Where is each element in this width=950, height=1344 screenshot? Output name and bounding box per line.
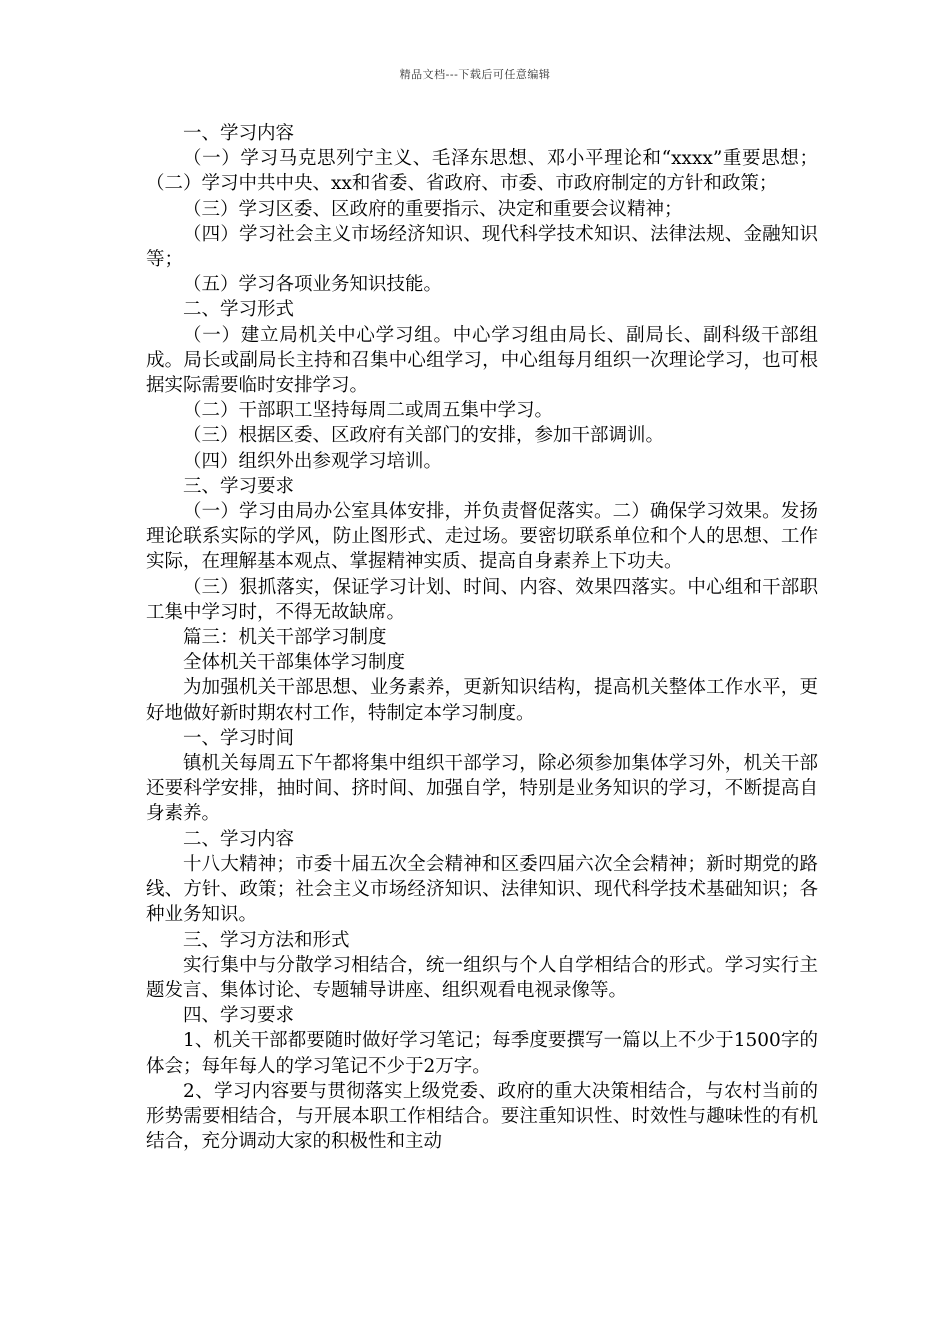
paragraph: （一）学习由局办公室具体安排，并负责督促落实。二）确保学习效果。发扬理论联系实际的学风，防止图形式、走过场。要密切联系单位和个人的思想、工作实际，在理解基本观点、掌握精神实质、提高自身素养上下功夫。 — [146, 501, 818, 573]
section-heading: 二、学习形式 — [183, 299, 295, 321]
paragraph: （一）建立局机关中心学习组。中心学习组由局长、副局长、副科级干部组成。局长或副局长主持和召集中心组学习，中心组每月组织一次理论学习，也可根据实际需要临时安排学习。 — [146, 324, 818, 397]
section-heading: 一、学习内容 — [183, 123, 295, 144]
paragraph: 为加强机关干部思想、业务素养，更新知识结构，提高机关整体工作水平，更好地做好新时期农村工作，特制定本学习制度。 — [146, 677, 818, 724]
paragraph: 十八大精神；市委十届五次全会精神和区委四届六次全会精神；新时期党的路线、方针、政策；社会主义市场经济知识、法律知识、现代科学技术基础知识；各种业务知识。 — [146, 853, 818, 926]
paragraph: （一）学习马克思列宁主义、毛泽东思想、邓小平理论和“xxxx”重要思想；（二）学习中共中央、xx和省委、省政府、市委、市政府制定的方针和政策； — [146, 148, 818, 195]
section-heading: 三、学习要求 — [183, 475, 295, 497]
document-title: 全体机关干部集体学习制度 — [183, 652, 406, 674]
page-header: 精品文档---下载后可任意编辑 — [399, 68, 551, 81]
paragraph: （三）狠抓落实，保证学习计划、时间、内容、效果四落实。中心组和干部职工集中学习时，不得无故缺席。 — [146, 576, 818, 623]
section-heading: 一、学习时间 — [183, 727, 295, 749]
paragraph: （五）学习各项业务知识技能。 — [183, 274, 443, 296]
paragraph: 1、机关干部都要随时做好学习笔记；每季度要撰写一篇以上不少于1500字的体会；每年每人的学习笔记不少于2万字。 — [146, 1030, 818, 1077]
paragraph: （四）组织外出参观学习培训。 — [183, 450, 443, 472]
section-heading: 二、学习内容 — [183, 828, 295, 850]
paragraph: 镇机关每周五下午都将集中组织干部学习，除必须参加集体学习外，机关干部还要科学安排，抽时间、挤时间、加强自学，特别是业务知识的学习，不断提高自身素养。 — [146, 753, 818, 825]
paragraph: （三）根据区委、区政府有关部门的安排，参加干部调训。 — [183, 425, 665, 447]
paragraph: （四）学习社会主义市场经济知识、现代科学技术知识、法律法规、金融知识等； — [146, 223, 818, 271]
document-body — [146, 121, 818, 1154]
paragraph: 2、学习内容要与贯彻落实上级党委、政府的重大决策相结合，与农村当前的形势需要相结合，与开展本职工作相结合。要注重知识性、时效性与趣味性的有机结合，充分调动大家的积极性和主动 — [146, 1080, 818, 1153]
section-heading: 四、学习要求 — [183, 1005, 295, 1027]
paragraph: （三）学习区委、区政府的重要指示、决定和重要会议精神； — [183, 198, 683, 220]
chapter-title: 篇三：机关干部学习制度 — [183, 627, 387, 649]
section-heading: 三、学习方法和形式 — [183, 929, 350, 951]
paragraph: 实行集中与分散学习相结合，统一组织与个人自学相结合的形式。学习实行主题发言、集体讨论、专题辅导讲座、组织观看电视录像等。 — [146, 954, 818, 1001]
paragraph: （二）干部职工坚持每周二或周五集中学习。 — [183, 400, 554, 422]
